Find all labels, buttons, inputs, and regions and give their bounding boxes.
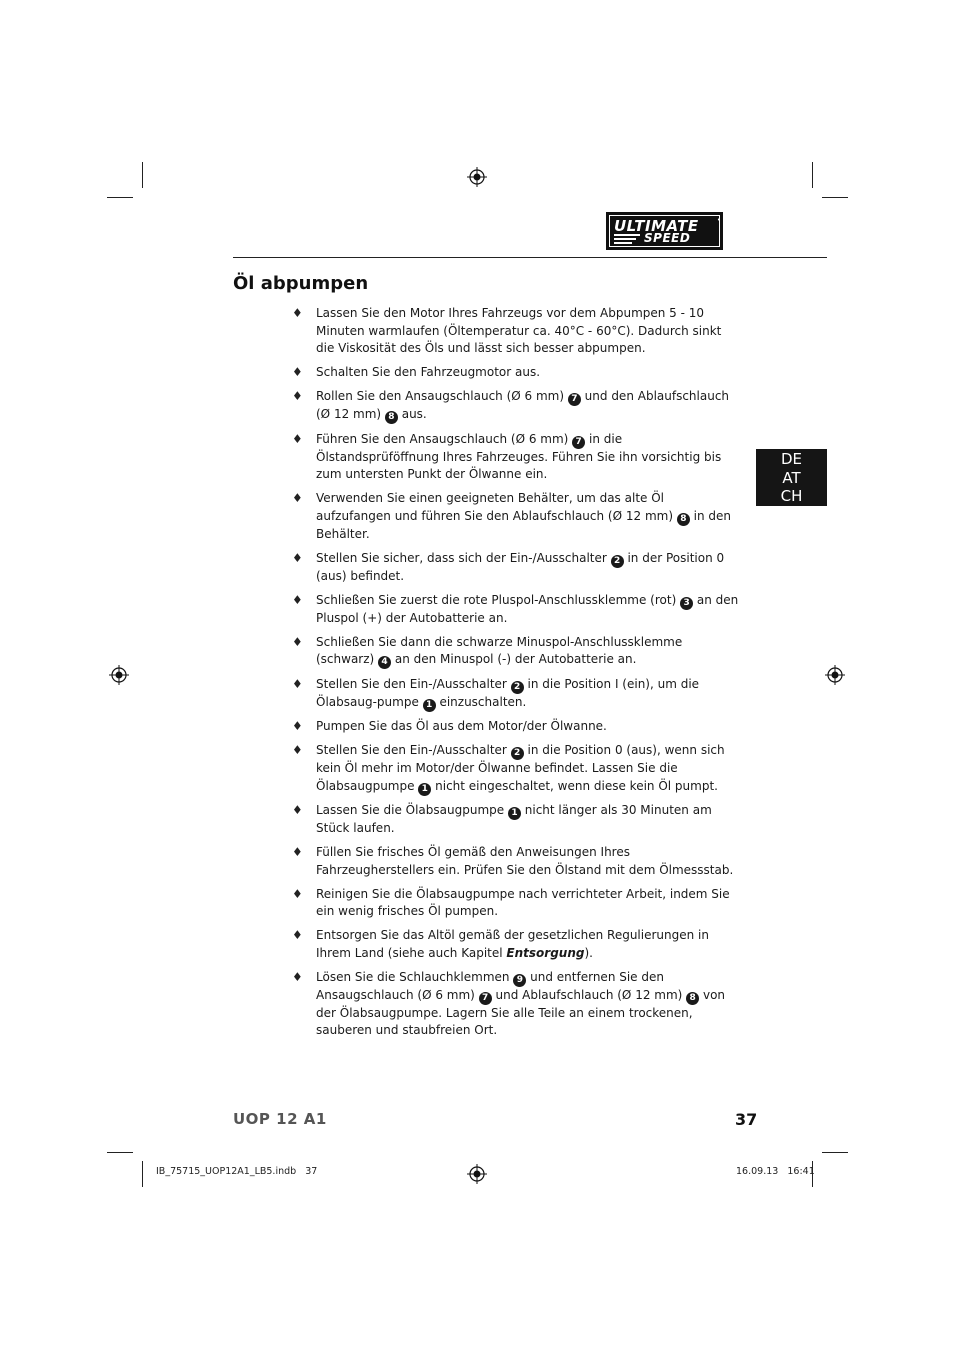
bullet-icon: ♦	[292, 845, 303, 859]
bullet-icon: ♦	[292, 969, 303, 984]
section-title: Öl abpumpen	[233, 273, 369, 294]
bullet-icon: ♦	[292, 676, 303, 691]
instruction-step	[292, 634, 742, 670]
part-number-badge: 8	[686, 992, 699, 1005]
bullet-icon: ♦	[292, 928, 303, 942]
part-number-badge: 4	[378, 656, 391, 669]
step-text: nicht länger als 30 Minuten am Stück laufen.	[316, 803, 712, 835]
logo-stripe	[614, 242, 632, 244]
instruction-step	[292, 742, 742, 796]
part-number-badge: 1	[423, 699, 436, 712]
step-text: Lassen Sie die Ölabsaugpumpe	[316, 803, 508, 817]
part-number-badge: 1	[508, 807, 521, 820]
bullet-icon: ♦	[292, 803, 303, 817]
crop-mark	[142, 162, 143, 188]
logo-text-line2: SPEED	[644, 231, 691, 245]
language-code: AT	[782, 468, 801, 487]
bullet-icon: ♦	[292, 306, 303, 320]
part-number-badge: 7	[568, 393, 581, 406]
step-text: und entfernen Sie den Ansaugschlauch (Ø 6 mm)	[316, 969, 664, 1002]
step-text: Rollen Sie den Ansaugschlauch (Ø 6 mm)	[316, 389, 568, 403]
instruction-step	[292, 969, 742, 1040]
instruction-step	[292, 886, 742, 921]
header-rule	[233, 257, 827, 258]
bullet-icon: ♦	[292, 592, 303, 607]
registration-mark-icon	[825, 665, 845, 685]
step-text: ).	[584, 945, 593, 960]
bullet-icon: ♦	[292, 719, 303, 733]
instruction-step	[292, 388, 742, 424]
footer-model-name: UOP 12 A1	[233, 1110, 327, 1128]
step-text: in den Behälter.	[316, 508, 732, 541]
step-text: Reinigen Sie die Ölabsaugpumpe nach verrichteter Arbeit, indem Sie ein wenig frisches Öl pumpen.	[316, 886, 730, 918]
language-tab	[756, 449, 827, 506]
step-text: und den Ablaufschlauch (Ø 12 mm)	[316, 389, 730, 421]
print-slug-date: 16.09.13 16:41	[736, 1166, 815, 1177]
instruction-step	[292, 305, 742, 358]
logo-registered-mark: •	[716, 216, 721, 224]
step-text: nicht eingeschaltet, wenn diese kein Öl pumpt.	[431, 778, 718, 793]
step-text: und Ablaufschlauch (Ø 12 mm)	[491, 987, 687, 1002]
crop-mark	[822, 197, 848, 198]
crop-mark	[812, 162, 813, 188]
bullet-icon: ♦	[292, 389, 303, 403]
step-text: aus.	[397, 407, 427, 421]
bullet-icon: ♦	[292, 491, 303, 505]
part-number-badge: 2	[511, 747, 524, 760]
step-text: Lassen Sie den Motor Ihres Fahrzeugs vor dem Abpumpen 5 - 10 Minuten warmlaufen (Öltemperatur ca. 40°C - 60°C). Dadurch sinkt die Viskosität des Öls und lässt sich besser abpumpen.	[316, 306, 722, 355]
instruction-step	[292, 927, 742, 962]
crop-mark	[107, 197, 133, 198]
instruction-step	[292, 844, 742, 879]
step-text: Führen Sie den Ansaugschlauch (Ø 6 mm)	[316, 431, 573, 446]
step-text: Füllen Sie frisches Öl gemäß den Anweisungen Ihres Fahrzeugherstellers ein. Prüfen Sie den Ölstand mit dem Ölmessstab.	[316, 845, 734, 877]
part-number-badge: 8	[677, 513, 690, 526]
bullet-icon: ♦	[292, 634, 303, 649]
instruction-step	[292, 676, 742, 712]
step-text: Schalten Sie den Fahrzeugmotor aus.	[316, 365, 541, 379]
instruction-step	[292, 802, 742, 838]
step-text: Verwenden Sie einen geeigneten Behälter, um das alte Öl aufzufangen und führen Sie den Ablaufschlauch (Ø 12 mm)	[316, 491, 677, 523]
part-number-badge: 7	[479, 992, 492, 1005]
step-text: Stellen Sie den Ein-/Ausschalter	[316, 676, 511, 691]
step-text: in der Position 0 (aus) befindet.	[316, 550, 725, 583]
step-text: in die Position I (ein), um die Ölabsaug-pumpe	[316, 676, 700, 709]
registration-mark-icon	[467, 167, 487, 187]
logo-stripe	[614, 238, 636, 240]
bullet-icon: ♦	[292, 886, 303, 901]
part-number-badge: 8	[385, 411, 398, 424]
page-number: 37	[735, 1110, 758, 1129]
language-code: DE	[780, 450, 803, 468]
step-text: Stellen Sie den Ein-/Ausschalter	[316, 743, 511, 757]
bullet-icon: ♦	[292, 365, 303, 379]
bullet-icon: ♦	[292, 550, 303, 565]
part-number-badge: 1	[418, 783, 431, 796]
brand-logo	[606, 212, 723, 250]
instruction-step	[292, 431, 742, 484]
step-text: an den Pluspol (+) der Autobatterie an.	[316, 592, 739, 625]
instruction-step	[292, 364, 742, 382]
crop-mark	[822, 1152, 848, 1153]
chapter-reference: Entsorgung	[506, 945, 585, 960]
instruction-step	[292, 718, 742, 736]
logo-text-line1: ULTIMATE	[614, 217, 699, 235]
instruction-list	[292, 305, 742, 1046]
part-number-badge: 2	[611, 555, 624, 568]
step-text: Pumpen Sie das Öl aus dem Motor/der Ölwanne.	[316, 719, 607, 733]
bullet-icon: ♦	[292, 431, 303, 446]
part-number-badge: 7	[572, 436, 585, 449]
instruction-step	[292, 592, 742, 628]
language-code: CH	[780, 487, 803, 505]
step-text: an den Minuspol (-) der Autobatterie an.	[391, 652, 637, 666]
step-text: Entsorgen Sie das Altöl gemäß der gesetzlichen Regulierungen in Ihrem Land (siehe auch Kapitel	[316, 928, 709, 960]
step-text: Lösen Sie die Schlauchklemmen	[316, 969, 514, 984]
instruction-step	[292, 490, 742, 543]
bullet-icon: ♦	[292, 743, 303, 757]
part-number-badge: 3	[680, 597, 693, 610]
step-text: von der Ölabsaugpumpe. Lagern Sie alle Teile an einem trockenen, sauberen und staubfreien Ort.	[316, 987, 726, 1037]
step-text: Schließen Sie zuerst die rote Pluspol-Anschlussklemme (rot)	[316, 592, 681, 607]
step-text: einzuschalten.	[435, 694, 527, 709]
registration-mark-icon	[109, 665, 129, 685]
crop-mark	[107, 1152, 133, 1153]
step-text: in die Ölstandsprüföffnung Ihres Fahrzeuges. Führen Sie ihn vorsichtig bis zum untersten Punkt der Ölwanne ein.	[316, 431, 722, 481]
step-text: Stellen Sie sicher, dass sich der Ein-/Ausschalter	[316, 550, 611, 565]
crop-mark	[142, 1161, 143, 1187]
step-text: in die Position 0 (aus), wenn sich kein Öl mehr im Motor/der Ölwanne befindet. Lassen Sie die Ölabsaugpumpe	[316, 743, 725, 793]
part-number-badge: 2	[511, 681, 524, 694]
registration-mark-icon	[467, 1164, 487, 1184]
part-number-badge: 9	[513, 974, 526, 987]
print-slug-file: IB_75715_UOP12A1_LB5.indb 37	[156, 1166, 318, 1177]
instruction-step	[292, 550, 742, 586]
step-text: Schließen Sie dann die schwarze Minuspol-Anschlussklemme (schwarz)	[316, 634, 683, 666]
